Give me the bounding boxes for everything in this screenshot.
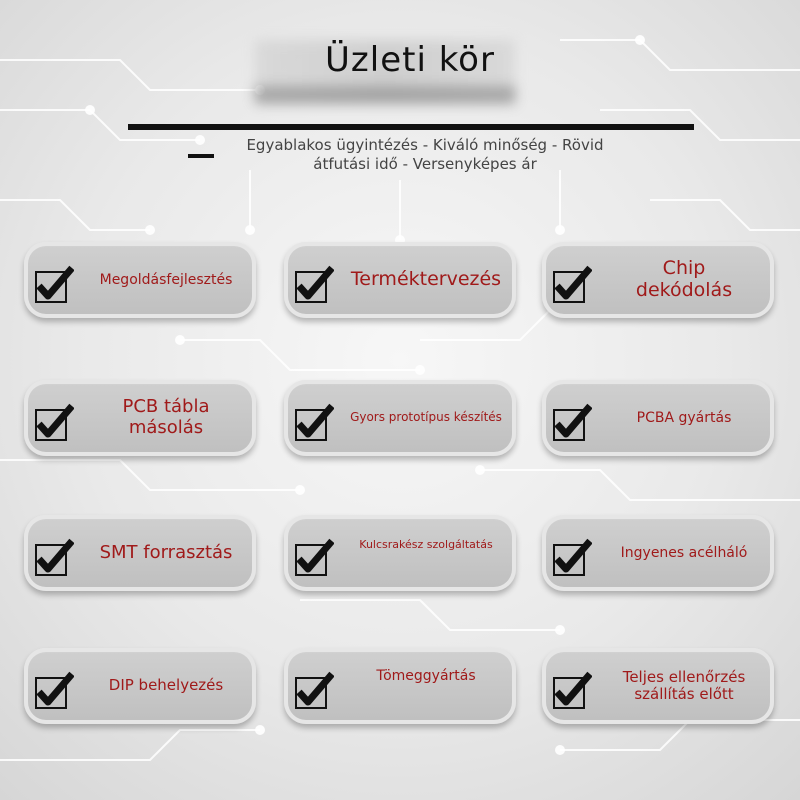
page-title: Üzleti kör	[325, 40, 495, 80]
title-accent-line	[188, 154, 214, 158]
checkbox-check-icon	[34, 264, 74, 304]
service-label: Megoldásfejlesztés	[99, 271, 233, 288]
service-label: Terméktervezés	[350, 268, 502, 291]
service-card-megoldasfejlesztes	[24, 242, 256, 318]
service-label: Ingyenes acélháló	[620, 544, 748, 561]
service-card-tomeggyartas	[284, 648, 516, 724]
service-label: PCB tábla másolás	[122, 396, 210, 438]
subtitle-line-1: Egyablakos ügyintézés - Kiváló minőség - Rövid	[246, 136, 604, 154]
service-label: Kulcsrakész szolgáltatás	[359, 538, 493, 551]
checkbox-check-icon	[34, 537, 74, 577]
checkbox-check-icon	[34, 402, 74, 442]
service-label: DIP behelyezés	[108, 676, 224, 695]
service-card-gyors-prototipus	[284, 380, 516, 456]
service-card-teljes-ellenorzes	[542, 648, 774, 724]
checkbox-check-icon	[552, 402, 592, 442]
blurred-logo-sub	[255, 86, 515, 104]
service-card-smt-forrasztas	[24, 515, 256, 591]
service-label: Chip dekódolás	[635, 257, 733, 301]
subtitle	[230, 136, 620, 174]
service-card-pcb-tabla-masolas	[24, 380, 256, 456]
title-underline	[128, 124, 694, 130]
service-card-ingyenes-acelhalo	[542, 515, 774, 591]
checkbox-check-icon	[552, 537, 592, 577]
checkbox-check-icon	[552, 670, 592, 710]
service-card-termektervezes	[284, 242, 516, 318]
checkbox-check-icon	[34, 670, 74, 710]
checkbox-check-icon	[552, 264, 592, 304]
service-label: Tömeggyártás	[376, 668, 476, 684]
service-label: PCBA gyártás	[636, 409, 732, 426]
subtitle-line-2: átfutási idő - Versenyképes ár	[313, 155, 537, 173]
checkbox-check-icon	[294, 264, 334, 304]
service-label: Gyors prototípus készítés	[350, 410, 502, 425]
checkbox-check-icon	[294, 402, 334, 442]
service-label: SMT forrasztás	[99, 541, 233, 563]
service-card-chip-dekodolas	[542, 242, 774, 318]
checkbox-check-icon	[294, 670, 334, 710]
service-label: Teljes ellenőrzés szállítás előtt	[622, 667, 746, 703]
service-card-dip-behelyezes	[24, 648, 256, 724]
checkbox-check-icon	[294, 537, 334, 577]
service-card-kulcsrakesz	[284, 515, 516, 591]
service-card-pcba-gyartas	[542, 380, 774, 456]
